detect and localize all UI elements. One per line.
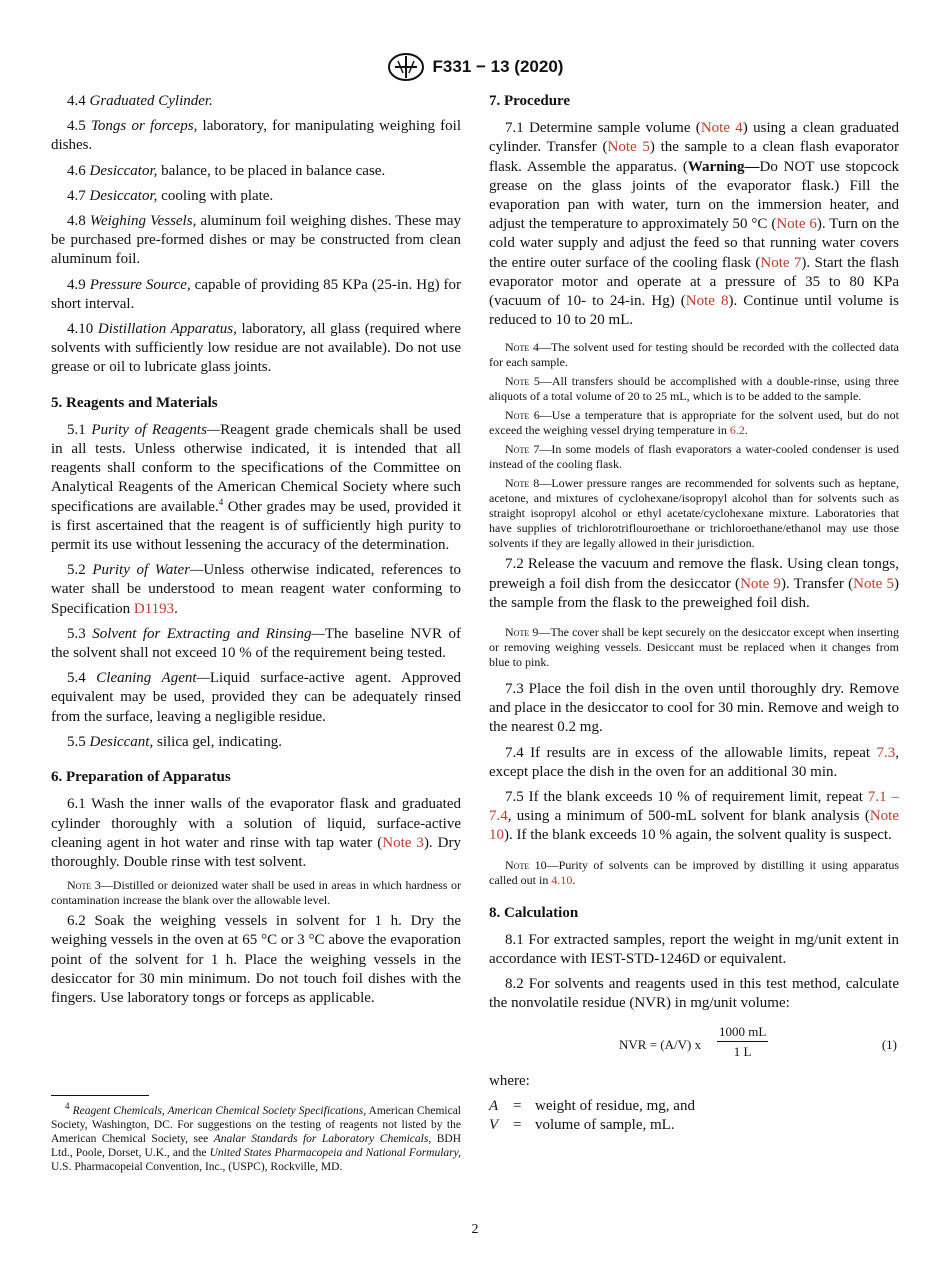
section-5-4: 5.4 Cleaning Agent—Liquid surface-active agent. Approved equivalent may be used, provided they can be adequately rinsed from the surface, leaving a negligible residue.: [51, 670, 461, 725]
section-4-4: 4.4 Graduated Cylinder.: [67, 93, 213, 109]
section-4-7: 4.7 Desiccator, cooling with plate.: [67, 187, 274, 204]
section-5-3: 5.3 Solvent for Extracting and Rinsing—The baseline NVR of the solvent shall not exceed 10 % of the requirement being tested.: [51, 625, 461, 662]
link-note-10[interactable]: Note 10: [489, 808, 899, 844]
section-6-1: 6.1 Wash the inner walls of the evaporator flask and graduated cylinder thoroughly with a solution of liquid, surface-active cleaning agent in hot water and rinse with tap water (Note 3). Dry thoroughly. Double rinse with test solvent.: [51, 796, 461, 870]
section-4-6: 4.6 Desiccator, balance, to be placed in balance case.: [67, 162, 386, 179]
link-note-7[interactable]: Note 7: [760, 254, 802, 271]
page-header: [0, 52, 950, 82]
fraction-denominator: 1 L: [733, 1043, 752, 1059]
footnote-4: $^4$ Reagent Chemicals, American Chemical Society Specifications, American Chemical Society, Washington, DC. For suggestions on the testing of reagents not listed by the American Chemical Society, see Analar Standards for Laboratory Chemicals, BDH Ltd., Poole, Dorset, U.K., and the United States Pharmacopeia and National Formulary, U.S. Pharmacopeial Convention, Inc., (USPC), Rockville, MD.: [51, 1101, 462, 1173]
link-note-4[interactable]: Note 4: [700, 120, 743, 137]
left-column: [51, 92, 461, 1014]
section-8-2: 8.2 For solvents and reagents used in this test method, calculate the nonvolatile residue (NVR) in mg/unit volume:: [489, 976, 899, 1012]
equation-fraction: [717, 1022, 768, 1061]
note-8: Note 8—Lower pressure ranges are recommended for solvents such as heptane, acetone, and mixtures of cyclohexane/isopropyl alcohol than for solvents such as straight isopropyl alcohol or ethyl acetate/cyclohexane mixture. Laboratories that have supplies of trichlorotriflouroethane or trichloroethane/ethanol may use those solvents if they are legally allowed in their jurisdiction.: [489, 476, 899, 551]
heading-procedure: 7. Procedure: [489, 93, 571, 109]
variable-definitions: [489, 1097, 899, 1135]
section-7-5: 7.5 If the blank exceeds 10 % of requirement limit, repeat 7.1 – 7.4, using a minimum of 500-mL solvent for blank analysis (Note 10). If the blank exceeds 10 % again, the solvent quality is suspect.: [489, 789, 900, 844]
footnote-ref[interactable]: 4: [218, 496, 224, 507]
equation-number: (1): [881, 1036, 897, 1052]
link-note-6[interactable]: Note 6: [776, 216, 817, 233]
section-7-1: 7.1 Determine sample volume (Note 4) using a clean graduated cylinder. Transfer (Note 5) the sample to a clean flash evaporator flask. Assemble the apparatus. (Warning—Do NOT use stopcock grease on the glass joints of the evaporator flask.) Fill the evaporation pan with water, turn on the immersion heater, and adjust the temperature to approximately 50 °C (Note 6). Turn on the cold water supply and adjust the feed so that running water covers the entire outer surface of the cooling flask (Note 7). Start the flash evaporator motor and operate at a pressure of 35 to 80 KPa (vacuum of 10- to 24-in. Hg) (Note 8). Continue until volume is reduced to 10 to 20 mL.: [489, 120, 900, 329]
section-8-1: 8.1 For extracted samples, report the weight in mg/unit extent in accordance with IEST-STD-1246D or equivalent.: [489, 931, 899, 968]
section-7-4: 7.4 If results are in excess of the allowable limits, repeat 7.3, except place the dish in the oven for an additional 30 min.: [489, 744, 899, 780]
right-column: [489, 92, 899, 1135]
fraction-numerator: 1000 mL: [717, 1022, 768, 1042]
link-note-5[interactable]: Note 5: [853, 575, 894, 592]
section-6-2: 6.2 Soak the weighing vessels in solvent for 1 h. Dry the weighing vessels in the oven at 65 °C or 3 °C above the evaporation point of the solvent for 1 h. Place the weighing vessels in the desiccator for 30 min minimum. Do not touch foil dishes with the fingers. Use laboratory tongs or forceps as applicable.: [51, 913, 461, 1006]
note-9: Note 9—The cover shall be kept securely on the desiccator except when inserting or removing weighing vessels. Desiccant must be replaced when it changes from blue to pink.: [489, 625, 900, 670]
link-d1193[interactable]: D1193: [133, 600, 175, 617]
note-10: Note 10—Purity of solvents can be improved by distilling it using apparatus called out in 4.10.: [489, 857, 899, 887]
link-note-9[interactable]: Note 9: [740, 575, 781, 592]
heading-preparation: 6. Preparation of Apparatus: [51, 769, 231, 786]
footnote-divider: [51, 1095, 149, 1096]
link-6-2[interactable]: 6.2: [729, 423, 745, 438]
section-4-9: 4.9 Pressure Source, capable of providing 85 KPa (25-in. Hg) for short interval.: [51, 276, 462, 312]
section-4-10: 4.10 Distillation Apparatus, laboratory, all glass (required where solvents with sufficiently low residue are not available). Do not use grease or oil to lubricate glass joints.: [51, 321, 462, 376]
definition-row: A = weight of residue, mg, and: [489, 1097, 695, 1114]
equation-1: [489, 1022, 899, 1066]
standard-designation: F331 − 13 (2020): [432, 57, 564, 76]
page-number: 2: [471, 1222, 479, 1237]
section-5-1: 5.1 Purity of Reagents—Reagent grade chemicals shall be used in all tests. Unless otherwise indicated, it is intended that all reagents shall conform to the specifications of the Committee on Analytical Reagents of the American Chemical Society where such specifications are available.$^4$ Other grades may be used, provided it is first ascertained that the reagent is of sufficiently high purity to permit its use without lessening the accuracy of the determination.: [51, 421, 461, 554]
link-note-5[interactable]: Note 5: [607, 139, 650, 156]
note-5: Note 5—All transfers should be accomplished with a double-rinse, using three aliquots of a total volume of 20 to 25 mL, which is to be added to the sample.: [489, 374, 899, 404]
astm-logo-icon: [387, 52, 425, 82]
heading-reagents: 5. Reagents and Materials: [51, 394, 218, 411]
note-3: Note 3—Distilled or deionized water shall be used in areas in which hardness or contamination increase the blank over the allowable level.: [51, 878, 462, 908]
section-5-2: 5.2 Purity of Water—Unless otherwise indicated, references to water shall be understood to mean reagent water conforming to Specification D1193.: [51, 562, 462, 617]
equation-lhs: NVR = (A/V) x: [619, 1036, 702, 1052]
link-note-3[interactable]: Note 3: [382, 834, 424, 851]
note-4: Note 4—The solvent used for testing should be recorded with the collected data for each sample.: [489, 340, 899, 370]
section-7-3: 7.3 Place the foil dish in the oven until thoroughly dry. Remove and place in the desiccator to cool for 30 min. Remove and weigh to the nearest 0.2 mg.: [489, 681, 899, 736]
section-4-5: 4.5 Tongs or forceps, laboratory, for manipulating weighing foil dishes.: [51, 118, 462, 154]
section-7-2: 7.2 Release the vacuum and remove the flask. Using clean tongs, preweigh a foil dish from the desiccator (Note 9). Transfer (Note 5) the sample from the flask to the preweighed foil dish.: [489, 556, 899, 611]
heading-calculation: 8. Calculation: [489, 904, 579, 921]
section-5-5: 5.5 Desiccant, silica gel, indicating.: [67, 733, 282, 750]
link-7-3[interactable]: 7.3: [876, 744, 896, 761]
section-4-8: 4.8 Weighing Vessels, aluminum foil weighing dishes. These may be purchased pre-formed dishes or may be constructed from clean aluminum foil.: [51, 213, 462, 268]
link-4-10[interactable]: 4.10: [551, 872, 573, 887]
link-note-8[interactable]: Note 8: [685, 293, 729, 310]
link-7-1-7-4[interactable]: 7.1 – 7.4: [489, 789, 900, 825]
note-7: Note 7—In some models of flash evaporators a water-cooled condenser is used instead of the cooling flask.: [489, 442, 900, 472]
definition-row: V = volume of sample, mL.: [489, 1116, 675, 1133]
where-label: where:: [489, 1072, 530, 1089]
note-6: Note 6—Use a temperature that is appropriate for the solvent used, but do not exceed the weighing vessel drying temperature in 6.2.: [489, 408, 900, 438]
